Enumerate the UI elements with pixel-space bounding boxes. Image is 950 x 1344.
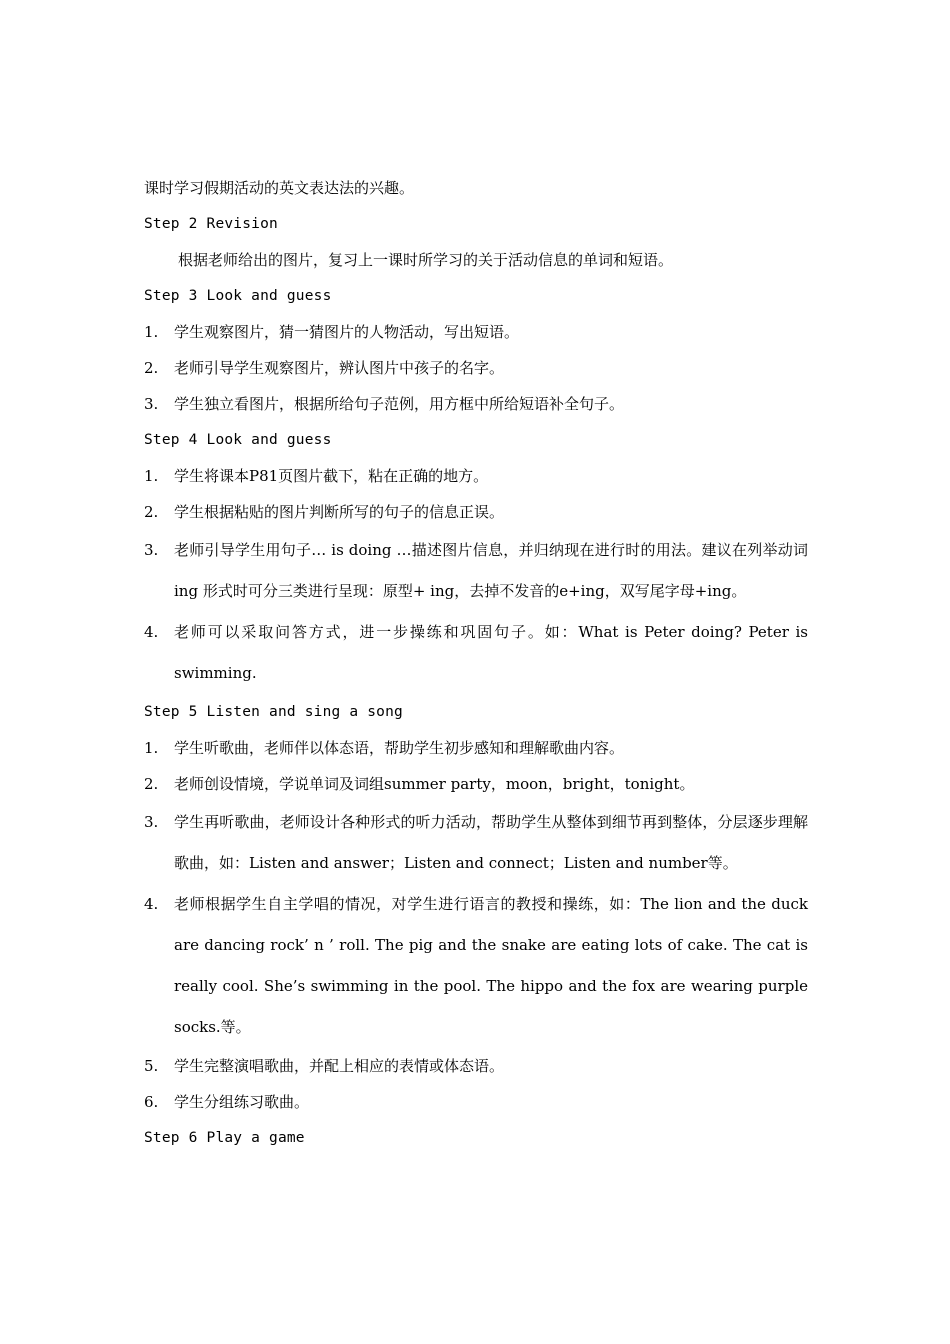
list-number: 1. <box>144 739 159 757</box>
list-item-text: 学生根据粘贴的图片判断所写的句子的信息正误。 <box>174 503 505 521</box>
list-item-text: 学生再听歌曲，老师设计各种形式的听力活动，帮助学生从整体到细节再到整体，分层逐步理解歌曲，如：Listen and answer；Listen and connect；Listen and number等。 <box>174 813 808 872</box>
step4-item-2 <box>144 494 808 530</box>
list-number: 6. <box>144 1093 159 1111</box>
list-item-text: 老师根据学生自主学唱的情况，对学生进行语言的教授和操练，如：The lion and the duck are dancing rock’ n ’ roll. The pig and the snake are eating lots of cake. The cat is really cool. She’s swimming in the pool. The hippo and the fox are wearing purple socks.等。 <box>174 895 808 1036</box>
step3-item-1 <box>144 314 808 350</box>
step3-heading: Step 3 Look and guess <box>144 288 332 304</box>
list-number: 4. <box>144 623 159 641</box>
step4-heading: Step 4 Look and guess <box>144 432 332 448</box>
list-number: 3. <box>144 395 159 413</box>
list-item-text: 老师可以采取问答方式，进一步操练和巩固句子。如：What is Peter doing? Peter is swimming. <box>174 623 808 682</box>
document-body <box>144 170 808 1156</box>
step2-heading: Step 2 Revision <box>144 216 278 232</box>
list-item-text: 学生观察图片，猜一猜图片的人物活动，写出短语。 <box>174 323 520 341</box>
step5-heading: Step 5 Listen and sing a song <box>144 704 403 720</box>
list-number: 1. <box>144 323 159 341</box>
list-number: 2. <box>144 503 159 521</box>
list-item-text: 学生完整演唱歌曲，并配上相应的表情或体态语。 <box>174 1057 505 1075</box>
step3-item-2 <box>144 350 808 386</box>
step4-item-4 <box>144 612 808 694</box>
list-number: 1. <box>144 467 159 485</box>
step5-item-6 <box>144 1084 808 1120</box>
step5-item-3 <box>144 802 808 884</box>
list-number: 3. <box>144 813 159 831</box>
list-item-text: 老师引导学生用句子… is doing …描述图片信息，并归纳现在进行时的用法。建议在列举动词ing 形式时可分三类进行呈现：原型+ ing，去掉不发音的e+ing，双写尾字母+ing。 <box>174 541 808 600</box>
step4-item-1 <box>144 458 808 494</box>
step6-heading: Step 6 Play a game <box>144 1130 305 1146</box>
list-number: 3. <box>144 541 159 559</box>
step3-item-3 <box>144 386 808 422</box>
step5-item-4 <box>144 884 808 1048</box>
list-item-text: 学生听歌曲，老师伴以体态语，帮助学生初步感知和理解歌曲内容。 <box>174 739 625 757</box>
intro-line: 课时学习假期活动的英文表达法的兴趣。 <box>144 179 415 197</box>
list-number: 4. <box>144 895 159 913</box>
step5-item-2 <box>144 766 808 802</box>
list-item-text: 学生独立看图片，根据所给句子范例，用方框中所给短语补全句子。 <box>174 395 625 413</box>
step5-item-1 <box>144 730 808 766</box>
list-number: 2. <box>144 359 159 377</box>
list-item-text: 老师创设情境，学说单词及词组summer party，moon，bright，tonight。 <box>174 775 695 793</box>
list-item-text: 学生将课本P81页图片截下，粘在正确的地方。 <box>174 467 489 485</box>
list-number: 5. <box>144 1057 159 1075</box>
list-item-text: 老师引导学生观察图片，辨认图片中孩子的名字。 <box>174 359 505 377</box>
step4-item-3 <box>144 530 808 612</box>
step5-item-5 <box>144 1048 808 1084</box>
list-number: 2. <box>144 775 159 793</box>
list-item-text: 学生分组练习歌曲。 <box>174 1093 310 1111</box>
step2-text: 根据老师给出的图片，复习上一课时所学习的关于活动信息的单词和短语。 <box>178 251 674 269</box>
